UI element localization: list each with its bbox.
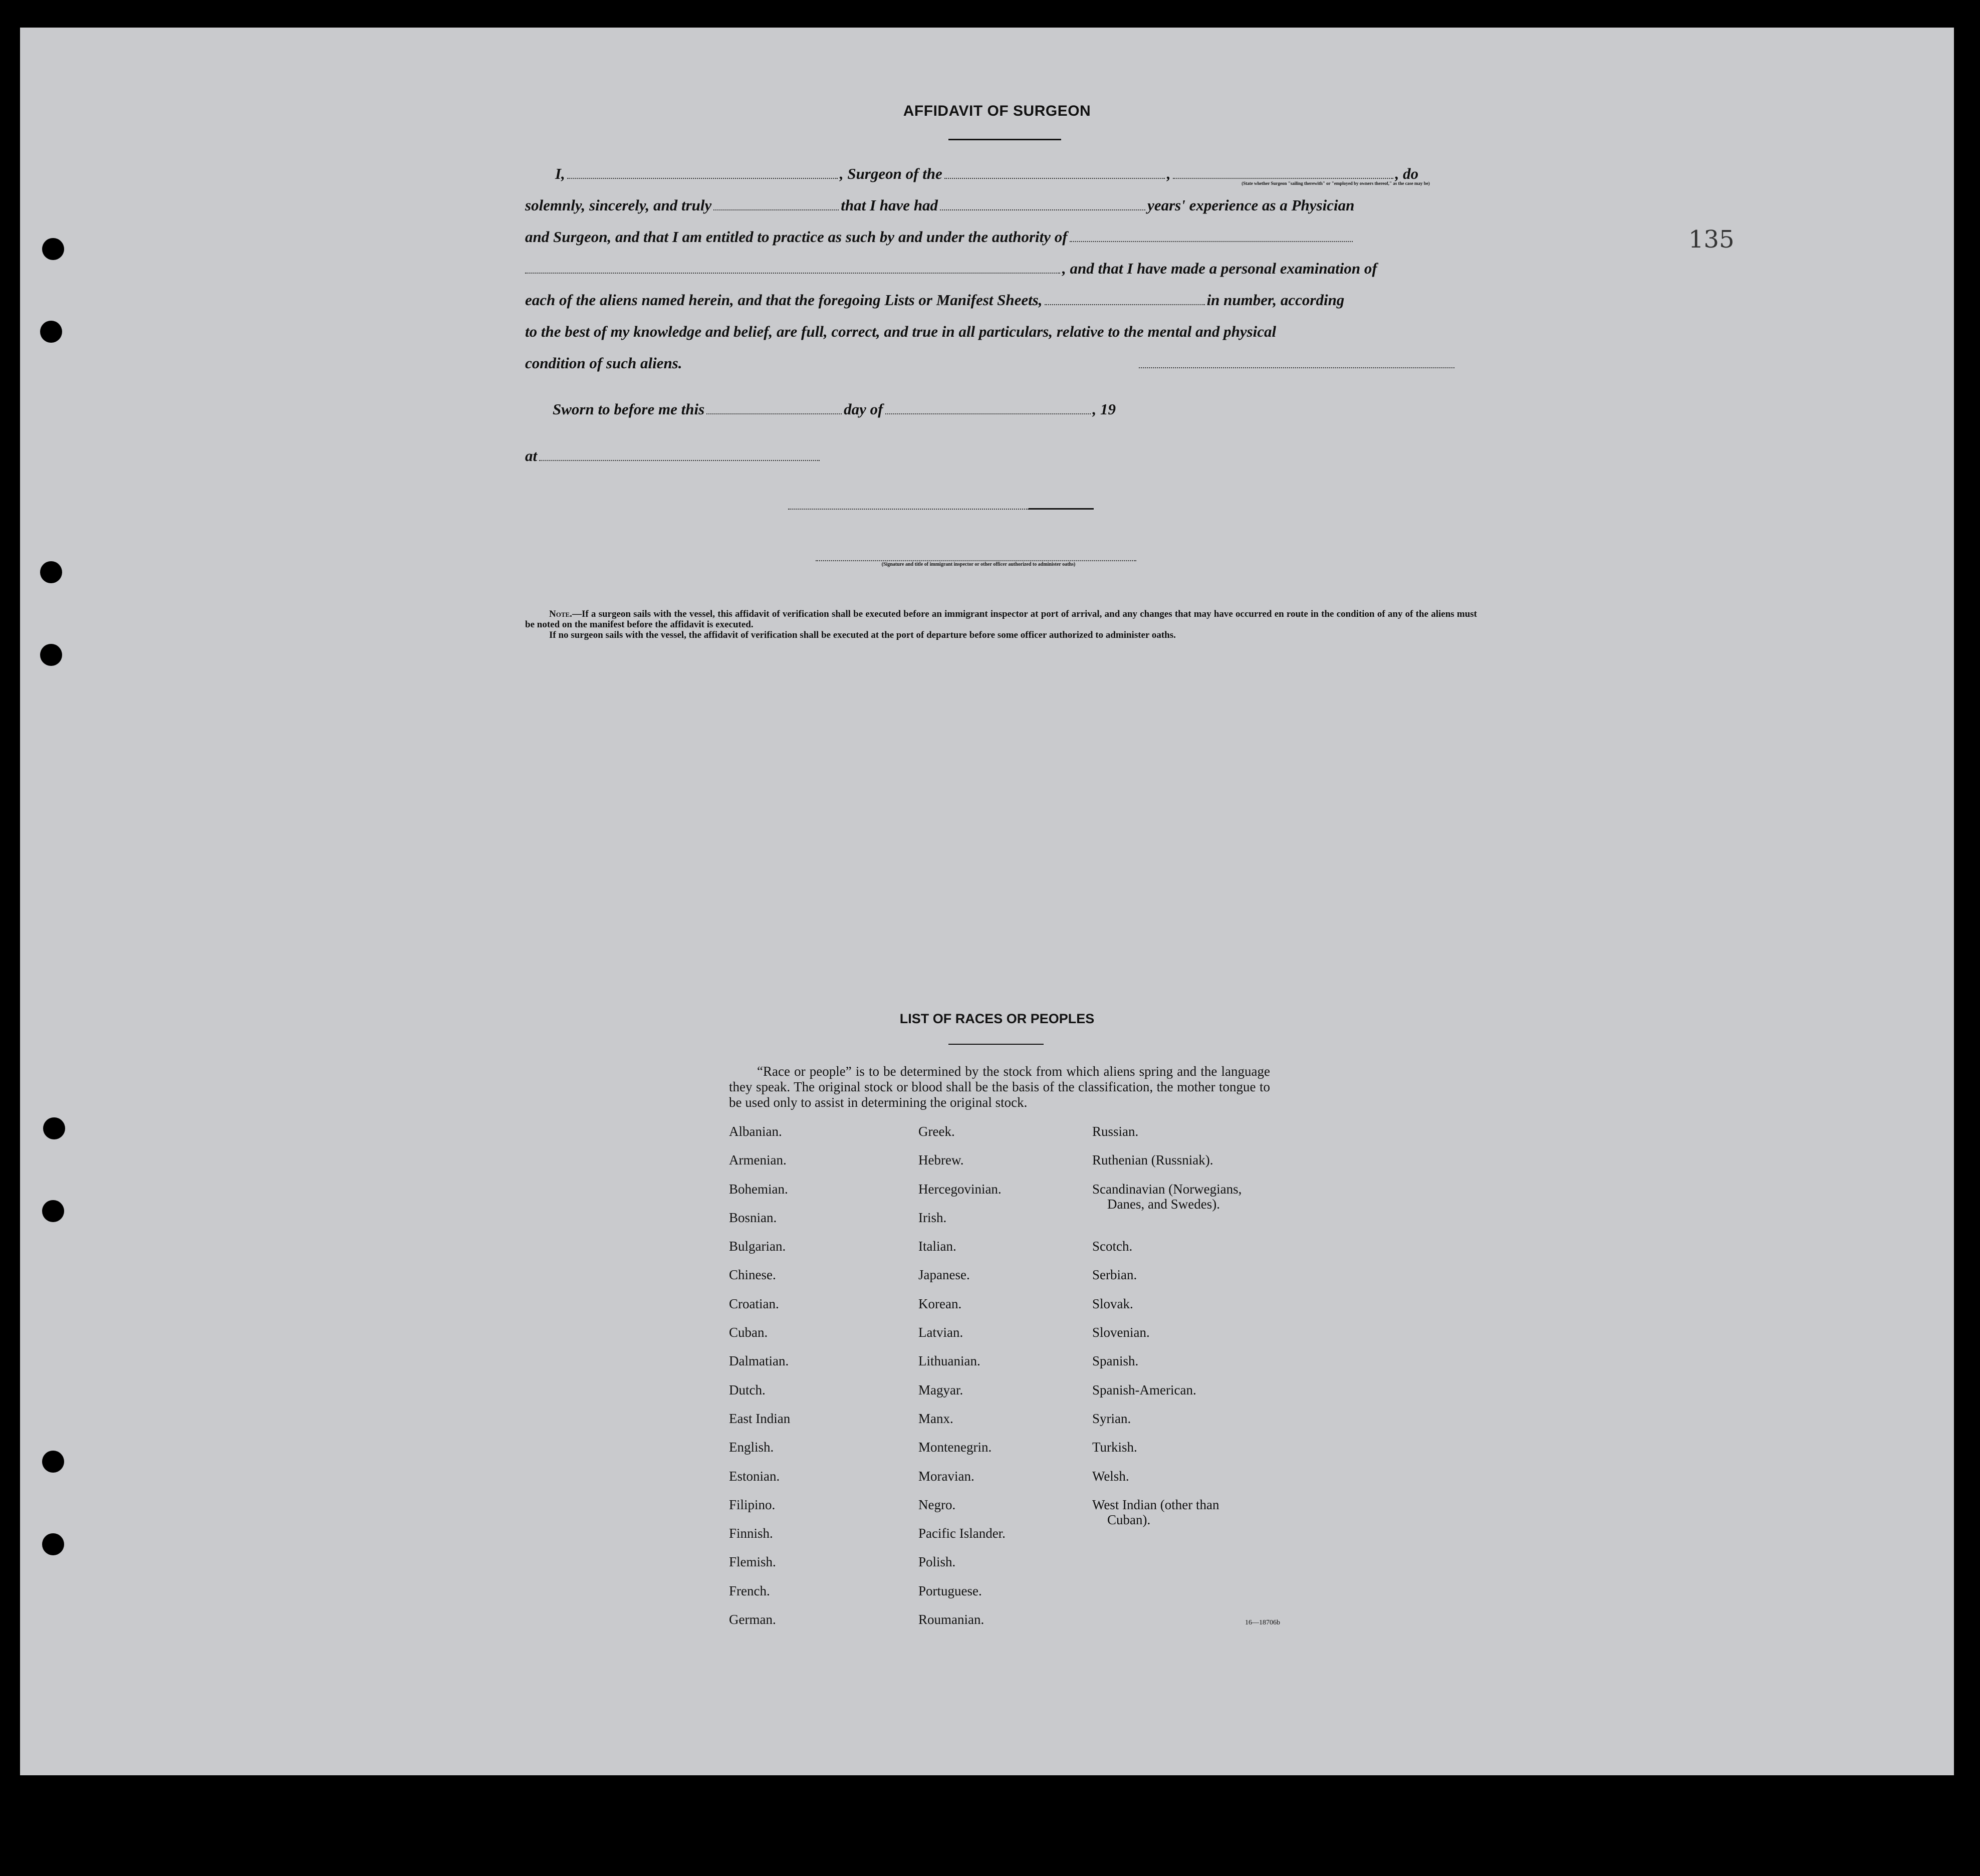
- officer-signature-line[interactable]: [788, 509, 1029, 510]
- affidavit-line-1: I, , Surgeon of the , , do (State whether Surgeon "sailing therewith" or "employed by owners thereof," as the case may be): [525, 158, 1477, 189]
- surgeon-signature-line[interactable]: [1139, 367, 1454, 368]
- sworn-month-blank[interactable]: [885, 398, 1091, 414]
- race-item: Dutch.: [729, 1382, 766, 1397]
- form-code: 16—18706b: [1245, 1619, 1280, 1626]
- race-item: Negro.: [918, 1497, 956, 1512]
- binder-hole: [40, 321, 62, 343]
- races-title-underline: [948, 1044, 1044, 1045]
- race-item: Japanese.: [918, 1267, 970, 1283]
- race-item: Scandinavian (Norwegians, Danes, and Swedes).: [1092, 1181, 1242, 1212]
- affidavit-line-5: each of the aliens named herein, and that the foregoing Lists or Manifest Sheets, in number, according: [525, 284, 1477, 316]
- race-item: Croatian.: [729, 1296, 779, 1311]
- race-item: Hebrew.: [918, 1152, 964, 1168]
- race-item: Polish.: [918, 1554, 956, 1570]
- surgeon-status-blank[interactable]: [1173, 163, 1393, 179]
- race-item: Portuguese.: [918, 1583, 982, 1598]
- race-item: French.: [729, 1583, 770, 1598]
- race-item: Pacific Islander.: [918, 1526, 1006, 1541]
- race-item: Finnish.: [729, 1526, 773, 1541]
- races-column-3: [1092, 1124, 1242, 1554]
- race-item: West Indian (other than Cuban).: [1092, 1497, 1219, 1527]
- race-item: Russian.: [1092, 1124, 1139, 1139]
- race-item: Estonian.: [729, 1468, 780, 1484]
- race-item: Italian.: [918, 1239, 956, 1254]
- race-item: Bohemian.: [729, 1181, 788, 1197]
- race-item: Albanian.: [729, 1124, 782, 1139]
- race-item: Manx.: [918, 1411, 953, 1426]
- race-item: German.: [729, 1612, 776, 1627]
- race-item: English.: [729, 1440, 774, 1455]
- races-column-2: [918, 1124, 1006, 1640]
- race-item: Flemish.: [729, 1554, 776, 1570]
- race-item: Serbian.: [1092, 1267, 1137, 1283]
- races-intro: “Race or people” is to be determined by the stock from which aliens spring and the language they speak. The original stock or blood shall be the basis of the classification, the mother tongue to be used only to assist in determining the original stock.: [729, 1064, 1270, 1110]
- oath-blank[interactable]: [713, 194, 839, 210]
- race-item: Slovak.: [1092, 1296, 1133, 1311]
- signature-rule: [1029, 508, 1094, 510]
- binder-hole: [40, 561, 62, 583]
- races-column-1: [729, 1124, 790, 1640]
- years-blank[interactable]: [940, 194, 1145, 210]
- race-item: Slovenian.: [1092, 1325, 1150, 1340]
- affidavit-body: [525, 158, 1477, 379]
- affidavit-line-3: and Surgeon, and that I am entitled to practice as such by and under the authority of: [525, 221, 1477, 253]
- place-blank[interactable]: [539, 445, 820, 461]
- races-title: LIST OF RACES OR PEOPLES: [899, 1011, 1095, 1026]
- signature-caption: (Signature and title of immigrant inspector or other officer authorized to administer oaths): [881, 562, 1076, 567]
- race-item: Hercegovinian.: [918, 1181, 1002, 1197]
- vessel-blank[interactable]: [944, 163, 1165, 179]
- race-item: Scotch.: [1092, 1239, 1133, 1254]
- race-item: Spanish.: [1092, 1353, 1139, 1369]
- race-item: Bosnian.: [729, 1210, 777, 1225]
- affidavit-line-2: solemnly, sincerely, and truly that I have had years' experience as a Physician: [525, 189, 1477, 221]
- binder-hole: [42, 1533, 64, 1555]
- race-item: Magyar.: [918, 1382, 963, 1397]
- race-item: Turkish.: [1092, 1440, 1137, 1455]
- race-item: Cuban.: [729, 1325, 768, 1340]
- binder-hole: [42, 1451, 64, 1473]
- race-item: Chinese.: [729, 1267, 776, 1283]
- binder-hole: [42, 1200, 64, 1222]
- surgeon-status-caption: (State whether Surgeon "sailing therewith" or "employed by owners thereof," as the case may be): [1242, 181, 1430, 186]
- race-item: Filipino.: [729, 1497, 776, 1512]
- race-item: Bulgarian.: [729, 1239, 786, 1254]
- at-line: at: [525, 445, 822, 465]
- race-item: Greek.: [918, 1124, 955, 1139]
- affidavit-line-7: condition of such aliens.: [525, 354, 682, 372]
- affidavit-title: AFFIDAVIT OF SURGEON: [903, 103, 1091, 119]
- binder-hole: [40, 644, 62, 666]
- caption-rule: [816, 560, 1136, 561]
- title-underline: [948, 139, 1061, 140]
- race-item: Welsh.: [1092, 1468, 1129, 1484]
- document-page: [20, 28, 1954, 1775]
- race-item: Ruthenian (Russniak).: [1092, 1152, 1213, 1168]
- affidavit-line-6: to the best of my knowledge and belief, are full, correct, and true in all particulars, relative to the mental and physical: [525, 323, 1277, 340]
- sworn-line: Sworn to before me this day of , 19: [553, 398, 1116, 418]
- affidavit-line-4: , and that I have made a personal examination of: [525, 253, 1477, 284]
- sheets-count-blank[interactable]: [1045, 289, 1205, 305]
- name-blank[interactable]: [567, 163, 838, 179]
- note-paragraph: Note.—If a surgeon sails with the vessel, this affidavit of verification shall be executed before an immigrant inspector at port of arrival, and any changes that may have occurred en route in the condition of any of the aliens must be noted on the manifest before the affidavit is executed. If no surgeon sails with the vessel, the affidavit of verification shall be executed at the port of departure before some officer authorized to administer oaths.: [525, 609, 1477, 640]
- race-item: Irish.: [918, 1210, 947, 1225]
- authority-blank[interactable]: [1070, 226, 1353, 242]
- race-item: Lithuanian.: [918, 1353, 980, 1369]
- binder-hole: [42, 238, 64, 260]
- sworn-day-blank[interactable]: [706, 398, 842, 414]
- page-number: 135: [1688, 225, 1735, 254]
- binder-hole: [43, 1117, 65, 1139]
- race-item: Dalmatian.: [729, 1353, 789, 1369]
- race-item: Armenian.: [729, 1152, 787, 1168]
- race-item: Latvian.: [918, 1325, 963, 1340]
- race-item: Syrian.: [1092, 1411, 1131, 1426]
- race-item: Spanish-American.: [1092, 1382, 1196, 1397]
- race-item: East Indian: [729, 1411, 791, 1426]
- authority-blank-cont[interactable]: [525, 258, 1060, 274]
- race-item: Korean.: [918, 1296, 962, 1311]
- race-item: Montenegrin.: [918, 1440, 992, 1455]
- race-item: Roumanian.: [918, 1612, 984, 1627]
- race-item: Moravian.: [918, 1468, 974, 1484]
